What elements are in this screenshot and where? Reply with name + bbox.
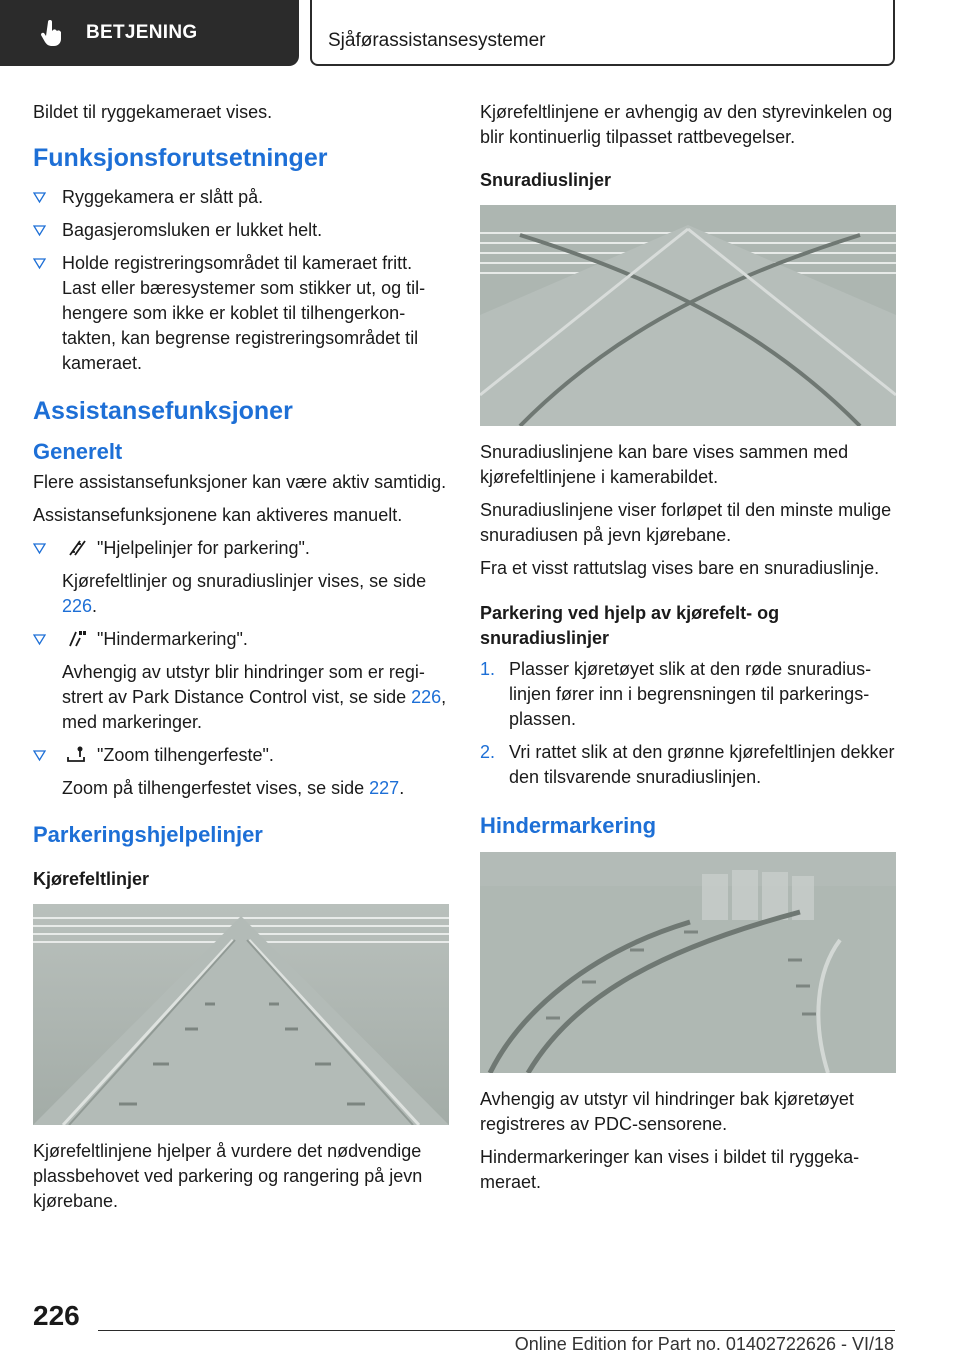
function-desc-text: Kjørefeltlinjer og snuradiuslinjer vises, se side <box>62 571 427 591</box>
heading-parking-with-lines: Parkering ved hjelp av kjørefelt- og snuradiuslinjer <box>480 603 780 648</box>
page-link[interactable]: 226 <box>411 687 442 707</box>
list-item <box>33 743 449 801</box>
function-desc-after: . <box>92 596 98 616</box>
step-number: 2. <box>480 742 496 762</box>
step-number: 1. <box>480 659 496 679</box>
list-item <box>33 627 449 735</box>
page-number: 226 <box>33 1300 80 1331</box>
heading-requirements: Funksjonsforutsetninger <box>33 144 328 172</box>
function-label: "Hindermarkering". <box>97 629 248 649</box>
heading-assist-functions: Assistansefunksjoner <box>33 397 293 425</box>
function-desc-text: Avhengig av utstyr blir hindringer som er registrert av Park Distance Control vist, se side <box>62 662 425 707</box>
triangle-bullet-icon <box>33 542 46 555</box>
list-item <box>33 251 449 376</box>
function-desc <box>62 776 449 801</box>
function-label: "Hjelpelinjer for parkering". <box>97 538 310 558</box>
page-link[interactable]: 227 <box>369 778 400 798</box>
heading-turning-lines: Snuradiuslinjer <box>480 170 612 190</box>
turning-radius-illustration <box>480 205 896 426</box>
function-desc <box>62 569 449 619</box>
lane-lines-continuation: Kjørefeltlinjene er avhengig av den styrevinkelen og blir kontinuerlig tilpasset rattbevegelser. <box>480 102 893 147</box>
functions-list <box>33 536 449 801</box>
step-text: Plasser kjøretøyet slik at den røde snuradiuslinjen fører inn i begrensningen til parkeringsplassen. <box>509 659 872 729</box>
lane-lines-illustration <box>33 904 449 1125</box>
step-text: Vri rattet slik at den grønne kjørefeltlinjen dekker den tilsvarende snuradiuslinjen. <box>509 742 895 787</box>
list-item <box>480 740 896 790</box>
section-tab-label: BETJENING <box>86 22 198 43</box>
obstacle-marking-icon <box>66 629 88 647</box>
page-link[interactable]: 226 <box>62 596 93 616</box>
chapter-title: Sjåførassistansesystemer <box>328 30 546 51</box>
list-item <box>33 185 449 210</box>
triangle-bullet-icon <box>33 633 46 646</box>
list-item <box>480 657 896 732</box>
heading-obstacle-marking: Hindermarkering <box>480 813 657 838</box>
chapter-box <box>310 0 895 66</box>
obstacle-marking-illustration <box>480 852 896 1073</box>
footer-divider <box>98 1330 895 1331</box>
heading-parking-lines: Parkeringshjelpelinjer <box>33 822 263 847</box>
steps-list <box>480 657 896 790</box>
section-tab <box>0 0 299 66</box>
function-desc-text: Zoom på tilhengerfestet vises, se side <box>62 778 370 798</box>
list-item-text: Bagasjeromsluken er lukket helt. <box>62 220 323 240</box>
list-item-text: Ryggekamera er slått på. <box>62 187 264 207</box>
function-desc-after: , med markeringer. <box>62 687 447 732</box>
heading-lane-lines: Kjørefeltlinjer <box>33 869 150 889</box>
turning-text-1: Snuradiuslinjene kan bare vises sammen med kjørefeltlinjene i kamerabildet. <box>480 442 849 487</box>
heading-general: Generelt <box>33 439 123 464</box>
right-column <box>480 100 896 1203</box>
triangle-bullet-icon <box>33 191 46 204</box>
obstacle-text-2: Hindermarkeringer kan vises i bildet til ryggekameraet. <box>480 1147 860 1192</box>
trailer-hitch-zoom-icon <box>66 745 88 763</box>
obstacle-text-1: Avhengig av utstyr vil hindringer bak kjøretøyet registreres av PDC-sensorene. <box>480 1089 854 1134</box>
left-column <box>33 100 449 1222</box>
general-text-1: Flere assistansefunksjoner kan være aktiv samtidig. <box>33 472 447 492</box>
edition-text: Online Edition for Part no. 01402722626 - VI/18 <box>514 1334 894 1354</box>
triangle-bullet-icon <box>33 224 46 237</box>
function-desc-after: . <box>399 778 405 798</box>
intro-text: Bildet til ryggekameraet vises. <box>33 102 273 122</box>
hand-pointer-icon <box>40 20 64 46</box>
page-header <box>0 0 960 66</box>
triangle-bullet-icon <box>33 749 46 762</box>
function-label: "Zoom tilhengerfeste". <box>97 745 274 765</box>
general-text-2: Assistansefunksjonene kan aktiveres manuelt. <box>33 505 403 525</box>
parking-lines-icon <box>66 538 88 556</box>
list-item <box>33 218 449 243</box>
function-desc <box>62 660 449 735</box>
lane-lines-text: Kjørefeltlinjene hjelper å vurdere det nødvendige plassbehovet ved parkering og rangering på jevn kjørebane. <box>33 1141 423 1211</box>
turning-text-3: Fra et visst rattutslag vises bare en snuradiuslinje. <box>480 558 880 578</box>
requirements-list <box>33 185 449 376</box>
triangle-bullet-icon <box>33 257 46 270</box>
list-item-text: Holde registreringsområdet til kameraet fritt. Last eller bæresystemer som stikker ut, og tilhengere som ikke er koblet til tilhengerkontakten, kan begrense registreringsområdet til kameraet. <box>62 253 426 373</box>
turning-text-2: Snuradiuslinjene viser forløpet til den minste mulige snuradiusen på jevn kjørebane. <box>480 500 892 545</box>
list-item <box>33 536 449 619</box>
